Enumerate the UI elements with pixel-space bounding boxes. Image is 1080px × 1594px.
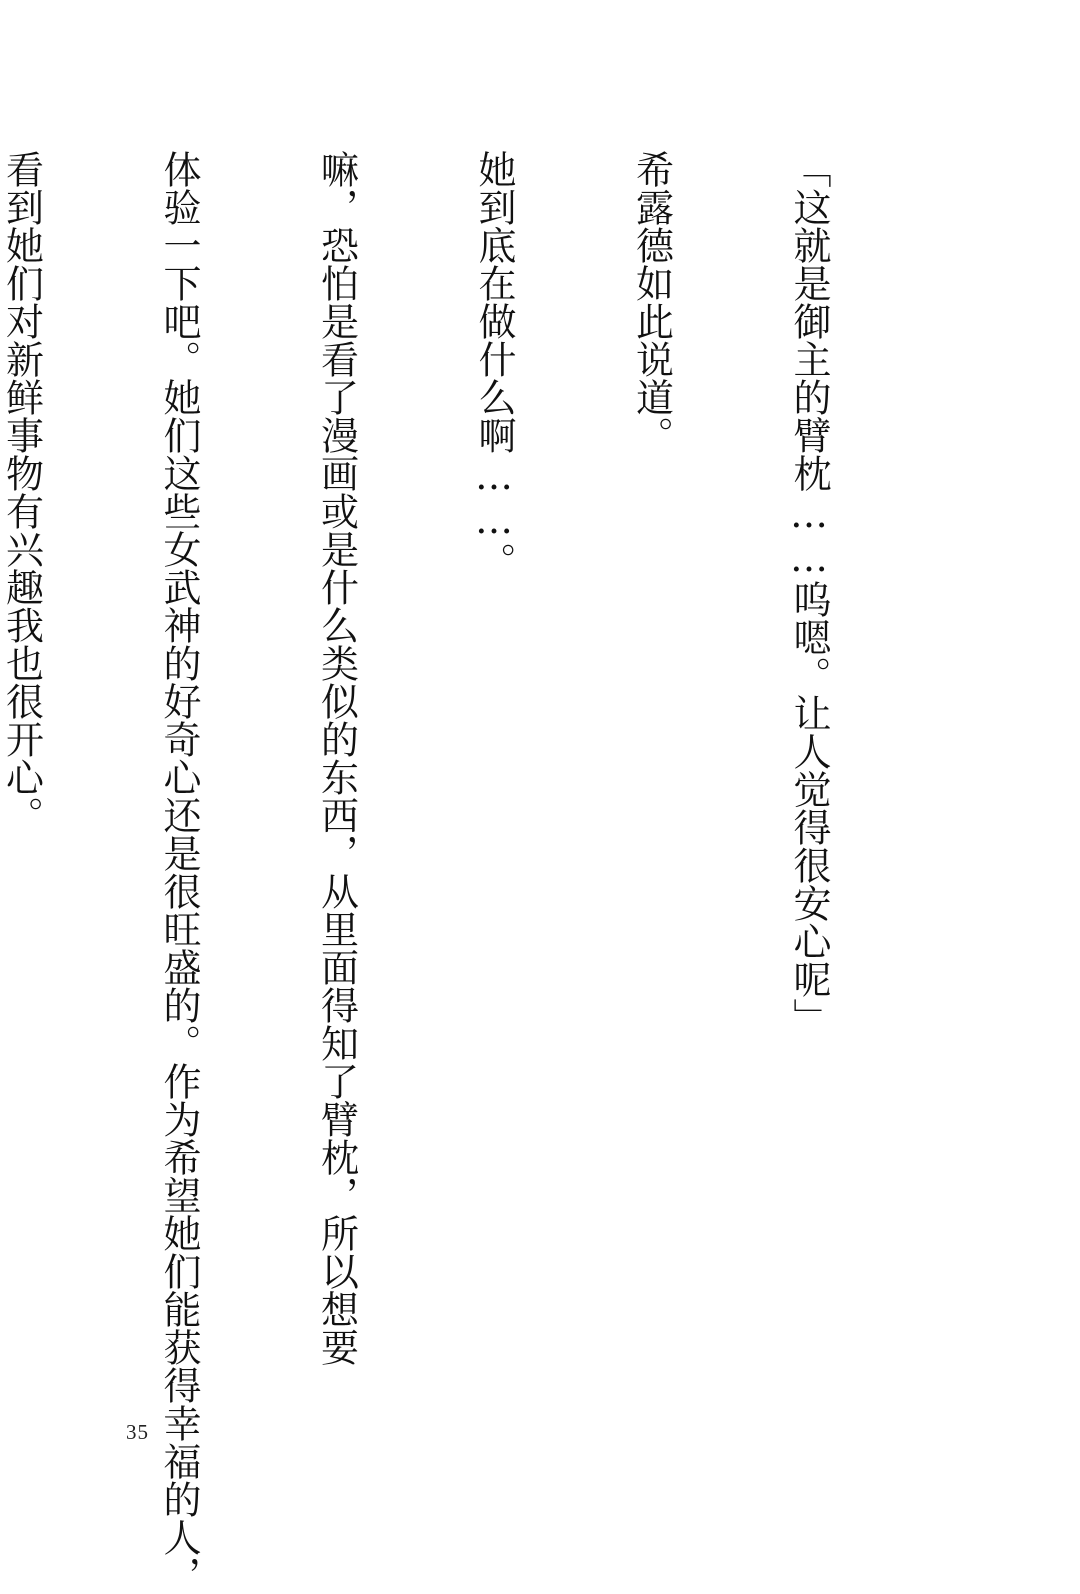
page-number: 35 (126, 1420, 149, 1444)
text-line: 她到底在做什么啊……。 (472, 150, 516, 580)
text-line: 希露德如此说道。 (629, 150, 674, 454)
text-line: 「这就是御主的臂枕……呜嗯。让人觉得很安心呢」 (787, 150, 831, 1036)
text-line: 嘛，恐怕是看了漫画或是什么类似的东西，从里面得知了臂枕，所以想要 (314, 150, 359, 1366)
text-line: 体验一下吧。她们这些女武神的好奇心还是很旺盛的。作为希望她们能获得幸福的人， (157, 150, 201, 1594)
text-line: 看到她们对新鲜事物有兴趣我也很开心。 (0, 150, 44, 834)
